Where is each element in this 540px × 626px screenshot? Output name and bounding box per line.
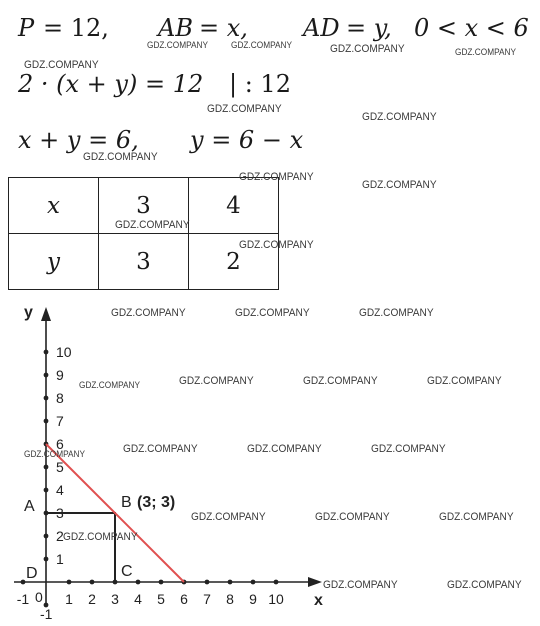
watermark: GDZ.COMPANY (24, 449, 86, 459)
y-tick-dot (44, 534, 49, 539)
watermark: GDZ.COMPANY (115, 219, 190, 231)
table-cell: 2 (189, 234, 279, 290)
table-cell: 3 (99, 178, 189, 234)
y-tick-dot (44, 350, 49, 355)
coordinate-graph (0, 295, 540, 626)
watermark: GDZ.COMPANY (24, 59, 99, 71)
eq-perimeter-formula: 2 · (x + y) = 12 (18, 70, 204, 98)
x-tick-label: 10 (268, 591, 284, 607)
x-tick-dot (205, 580, 210, 585)
y-tick-label: 9 (56, 367, 64, 383)
watermark: GDZ.COMPANY (191, 511, 266, 523)
watermark: GDZ.COMPANY (147, 40, 209, 50)
watermark: GDZ.COMPANY (362, 179, 437, 191)
watermark: GDZ.COMPANY (439, 511, 514, 523)
y-tick-label: 8 (56, 390, 64, 406)
watermark: GDZ.COMPANY (247, 443, 322, 455)
y-tick-dot (44, 419, 49, 424)
x-tick-dot (228, 580, 233, 585)
y-tick-label: 3 (56, 505, 64, 521)
x-tick-dot (251, 580, 256, 585)
watermark: GDZ.COMPANY (427, 375, 502, 387)
eq-constraint: 0 < x < 6 (414, 14, 529, 42)
eq-ab-value: = x, (199, 14, 248, 42)
x-tick-label: 7 (203, 591, 211, 607)
eq-sum: x + y = 6, (18, 126, 139, 154)
y-tick-label: 2 (56, 528, 64, 544)
x-tick-label: 1 (65, 591, 73, 607)
watermark: GDZ.COMPANY (79, 380, 141, 390)
x-tick-label: 5 (157, 591, 165, 607)
point-label-a: A (24, 498, 35, 515)
eq-divide-note: | : 12 (229, 70, 291, 98)
y-tick-label: 5 (56, 459, 64, 475)
watermark: GDZ.COMPANY (371, 443, 446, 455)
table-head-y: y (9, 234, 99, 290)
watermark: GDZ.COMPANY (63, 531, 138, 543)
rectangle-abcd (46, 513, 115, 582)
eq-ab-var: AB (158, 14, 193, 42)
x-tick-dot (67, 580, 72, 585)
x-tick-dot (136, 580, 141, 585)
y-tick-dot (44, 373, 49, 378)
value-table (8, 177, 279, 290)
watermark: GDZ.COMPANY (447, 579, 522, 591)
y-axis-arrow (41, 307, 51, 321)
watermark: GDZ.COMPANY (455, 47, 517, 57)
table-row (9, 234, 279, 290)
table-head-x: x (9, 178, 99, 234)
y-tick-label: -1 (40, 606, 53, 622)
watermark: GDZ.COMPANY (359, 307, 434, 319)
y-tick-label: 4 (56, 482, 64, 498)
watermark: GDZ.COMPANY (231, 40, 293, 50)
eq-ad-value: = y, (346, 14, 392, 42)
point-label-c: C (121, 563, 133, 580)
x-tick-label: -1 (16, 591, 30, 607)
watermark: GDZ.COMPANY (239, 171, 314, 183)
y-tick-dot (44, 465, 49, 470)
x-tick-label: 4 (134, 591, 142, 607)
watermark: GDZ.COMPANY (239, 239, 314, 251)
watermark: GDZ.COMPANY (123, 443, 198, 455)
watermark: GDZ.COMPANY (330, 43, 405, 55)
x-tick-dot (21, 580, 26, 585)
origin-label: 0 (35, 589, 43, 605)
eq-perimeter-value: = 12, (43, 14, 109, 42)
x-tick-dot (90, 580, 95, 585)
x-tick-dot (274, 580, 279, 585)
y-tick-label: 6 (56, 436, 64, 452)
x-tick-dot (159, 580, 164, 585)
watermark: GDZ.COMPANY (315, 511, 390, 523)
y-tick-label: 1 (56, 551, 64, 567)
y-axis-label: y (24, 304, 33, 321)
x-tick-label: 2 (88, 591, 96, 607)
x-tick-label: 9 (249, 591, 257, 607)
watermark: GDZ.COMPANY (235, 307, 310, 319)
y-tick-dot (44, 557, 49, 562)
eq-perimeter-var: P (18, 14, 35, 42)
x-axis-arrow (308, 577, 322, 587)
point-b-coords: (3; 3) (137, 494, 176, 511)
x-tick-label: 8 (226, 591, 234, 607)
watermark: GDZ.COMPANY (362, 111, 437, 123)
x-tick-label: 3 (111, 591, 119, 607)
x-axis-label: x (314, 592, 323, 609)
watermark: GDZ.COMPANY (323, 579, 398, 591)
watermark: GDZ.COMPANY (111, 307, 186, 319)
point-label-b: B (121, 494, 132, 511)
watermark: GDZ.COMPANY (83, 151, 158, 163)
watermark: GDZ.COMPANY (303, 375, 378, 387)
table-cell: 4 (189, 178, 279, 234)
eq-ad-var: AD (303, 14, 340, 42)
y-tick-dot (44, 488, 49, 493)
watermark: GDZ.COMPANY (207, 103, 282, 115)
point-label-d: D (26, 565, 38, 582)
table-cell: 3 (99, 234, 189, 290)
y-tick-label: 7 (56, 413, 64, 429)
watermark: GDZ.COMPANY (179, 375, 254, 387)
eq-solved: y = 6 − x (190, 126, 304, 154)
y-tick-label: 10 (56, 344, 72, 360)
x-tick-label: 6 (180, 591, 188, 607)
y-tick-dot (44, 396, 49, 401)
